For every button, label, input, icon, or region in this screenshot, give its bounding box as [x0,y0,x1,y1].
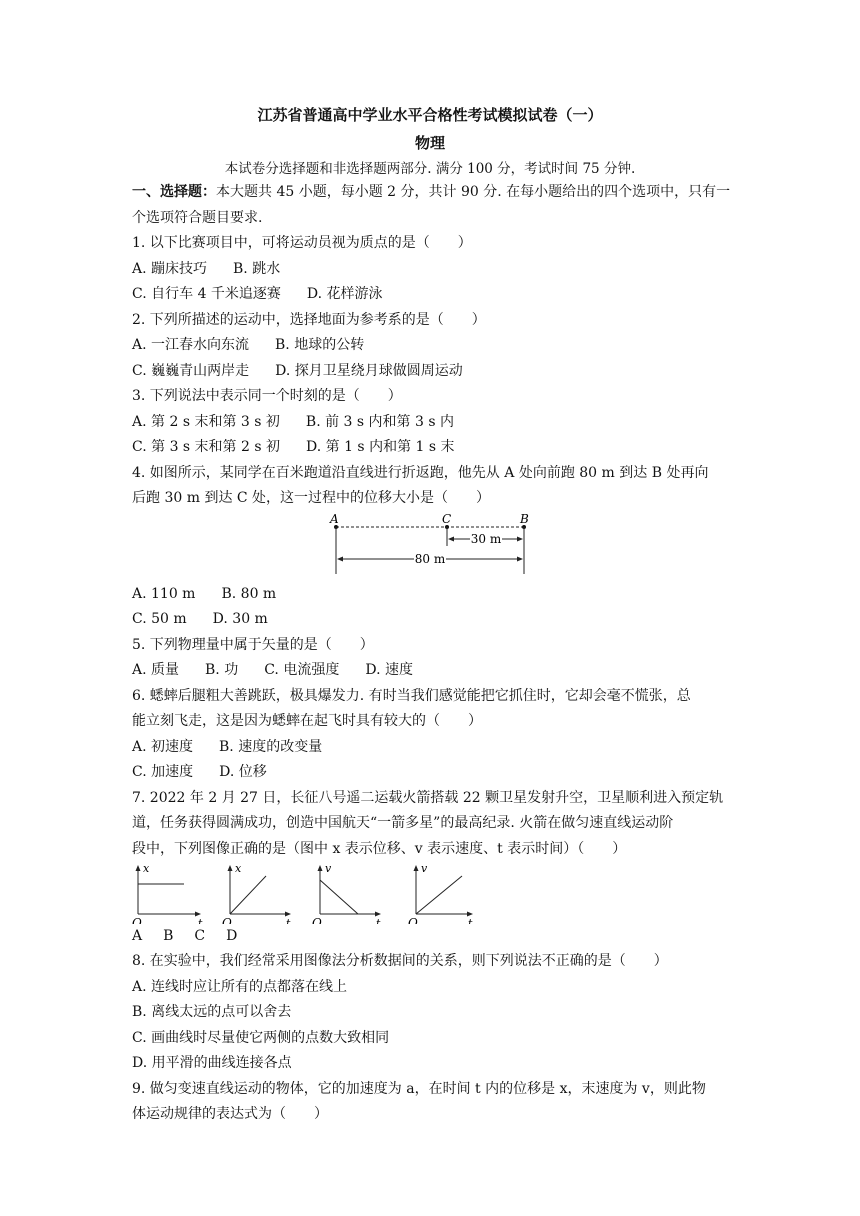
q1-option-d: D. 花样游泳 [306,286,383,302]
q7-label-d: D [226,928,238,944]
graph-a-y-arrow [136,865,141,871]
graph-b [222,862,291,924]
graph-a [132,862,203,924]
q5-options [132,658,732,684]
q4-track-figure [132,512,732,582]
graph-b-y-arrow [228,865,233,871]
q3-option-b: B. 前 3 s 内和第 3 s 内 [305,413,454,430]
graph-d-origin: O [408,916,418,924]
q2-option-c: C. 巍巍青山两岸走 [132,362,250,379]
exam-title: 江苏省普通高中学业水平合格性考试模拟试卷（一） [257,106,603,124]
graph-d [408,862,473,924]
q9-stem-line2: 体运动规律的表达式为（ ） [132,1106,328,1122]
q3-options-ab [132,410,732,436]
q1-options-ab [132,257,732,283]
graph-b-origin: O [222,916,232,924]
exam-subject: 物理 [414,134,445,152]
q6-options-cd [132,760,732,786]
q2-option-a: A. 一江春水向东流 [132,337,250,353]
graph-a-origin: O [132,916,142,924]
q4-options-ab [132,582,732,608]
q4-options-cd [132,607,732,633]
section-description: 本大题共 45 小题，每小题 2 分，共计 90 分. 在每小题给出的四个选项中，只有一个选项符合题目要求. [132,184,731,226]
q9-stem-line1: 9. 做匀变速直线运动的物体，它的加速度为 a，在时间 t 内的位移是 x，末速度为 v，则此物 [132,1080,706,1097]
q6-stem-line1: 6. 蟋蟀后腿粗大善跳跃，极具爆发力. 有时当我们感觉能把它抓住时，它却会毫不慌张，总 [132,687,691,704]
q2-option-d: D. 探月卫星绕月球做圆周运动 [275,362,463,379]
graph-d-ylabel: v [421,862,428,875]
graph-d-y-arrow [414,865,419,871]
q1-options-cd [132,282,732,308]
q3-option-c: C. 第 3 s 末和第 2 s 初 [132,439,280,455]
q2-option-b: B. 地球的公转 [275,337,365,353]
q4-option-c: C. 50 m [132,611,187,627]
section-heading-line [132,180,732,231]
graph-b-curve [230,876,266,914]
q5-option-c: C. 电流强度 [264,662,340,678]
q7-label-c: C [194,928,206,944]
q7-stem-line3: 段中，下列图像正确的是（图中 x 表示位移、v 表示速度、t 表示时间）（ ） [132,840,627,857]
graph-c-origin: O [312,916,322,924]
q7-stem-line2: 道，任务获得圆满成功，创造中国航天“一箭多星”的最高纪录. 火箭在做匀速直线运动阶 [132,815,674,831]
label-b: B [520,511,529,526]
graph-b-ylabel: x [235,862,242,875]
q1-stem: 1. 以下比赛项目中，可将运动员视为质点的是（ ） [132,235,472,251]
q6-option-d: D. 位移 [219,764,267,780]
q1-option-b: B. 跳水 [233,260,281,277]
q1-option-c: C. 自行车 4 千米追逐赛 [132,286,281,302]
q2-options-cd [132,359,732,385]
q3-option-d: D. 第 1 s 内和第 1 s 末 [306,439,455,455]
q5-option-d: D. 速度 [365,662,413,678]
track-diagram [132,512,732,582]
q6-option-c: C. 加速度 [132,764,194,780]
q5-option-a: A. 质量 [132,662,180,678]
q6-option-b: B. 速度的改变量 [219,738,323,755]
motion-graphs [132,862,732,924]
arrowhead-80-left [337,556,343,561]
graph-d-xlabel: t [468,917,473,924]
q7-graphs-figure [132,862,732,924]
arrowhead-30-left [448,536,454,541]
graph-d-curve [416,876,462,914]
q4-option-d: D. 30 m [212,611,268,627]
q3-option-a: A. 第 2 s 末和第 3 s 初 [132,413,280,430]
q7-stem-line1: 7. 2022 年 2 月 27 日，长征八号遥二运载火箭搭载 22 颗卫星发射升空，卫星顺利进入预定轨 [132,789,724,806]
graph-c [312,862,381,924]
label-c: C [442,511,452,526]
graph-c-x-arrow [375,912,381,917]
q8-option-b: B. 离线太远的点可以舍去 [132,1004,292,1020]
label-a: A [330,511,339,526]
q1-option-a: A. 蹦床技巧 [132,260,208,277]
q4-stem-line1: 4. 如图所示，某同学在百米跑道沿直线进行折返跑，他先从 A 处向前跑 80 m 到达 B 处再向 [132,464,709,481]
q8-stem: 8. 在实验中，我们经常采用图像法分析数据间的关系，则下列说法不正确的是（ ） [132,953,668,969]
section-heading: 一、选择题： [132,184,216,200]
graph-b-x-arrow [285,912,291,917]
graph-c-curve [320,880,358,914]
q4-option-a: A. 110 m [132,585,196,602]
arrowhead-30-right [517,536,523,541]
label-80m: 80 m [414,551,446,566]
q2-options-ab [132,333,732,359]
q6-option-a: A. 初速度 [132,738,194,755]
q8-option-c: C. 画曲线时尽量使它两侧的点数大致相同 [132,1029,390,1046]
graph-a-xlabel: t [198,917,203,924]
label-30m: 30 m [470,531,502,546]
graph-a-x-arrow [195,912,201,917]
q5-option-b: B. 功 [205,662,239,678]
graph-c-xlabel: t [376,917,381,924]
q7-graph-labels [132,924,732,949]
graph-a-ylabel: x [143,862,150,875]
q7-label-b: B [163,928,174,944]
q2-stem: 2. 下列所描述的运动中，选择地面为参考系的是（ ） [132,311,486,328]
q3-options-cd [132,435,732,461]
graph-c-ylabel: v [325,862,332,875]
q3-stem: 3. 下列说法中表示同一个时刻的是（ ） [132,388,402,404]
arrowhead-80-right [517,556,523,561]
q4-stem-line2: 后跑 30 m 到达 C 处，这一过程中的位移大小是（ ） [132,490,491,506]
q6-stem-line2: 能立刻飞走，这是因为蟋蟀在起飞时具有较大的（ ） [132,713,482,729]
graph-d-x-arrow [467,912,473,917]
q6-options-ab [132,735,732,761]
graph-c-y-arrow [318,865,323,871]
q7-label-a: A [132,928,143,944]
exam-intro: 本试卷分选择题和非选择题两部分. 满分 100 分，考试时间 75 分钟. [224,161,636,177]
q5-stem: 5. 下列物理量中属于矢量的是（ ） [132,636,374,653]
q4-option-b: B. 80 m [221,585,277,602]
q8-option-a: A. 连线时应让所有的点都落在线上 [132,978,348,995]
q8-option-d: D. 用平滑的曲线连接各点 [132,1055,292,1071]
graph-b-xlabel: t [286,917,291,924]
question-list [132,180,732,1128]
